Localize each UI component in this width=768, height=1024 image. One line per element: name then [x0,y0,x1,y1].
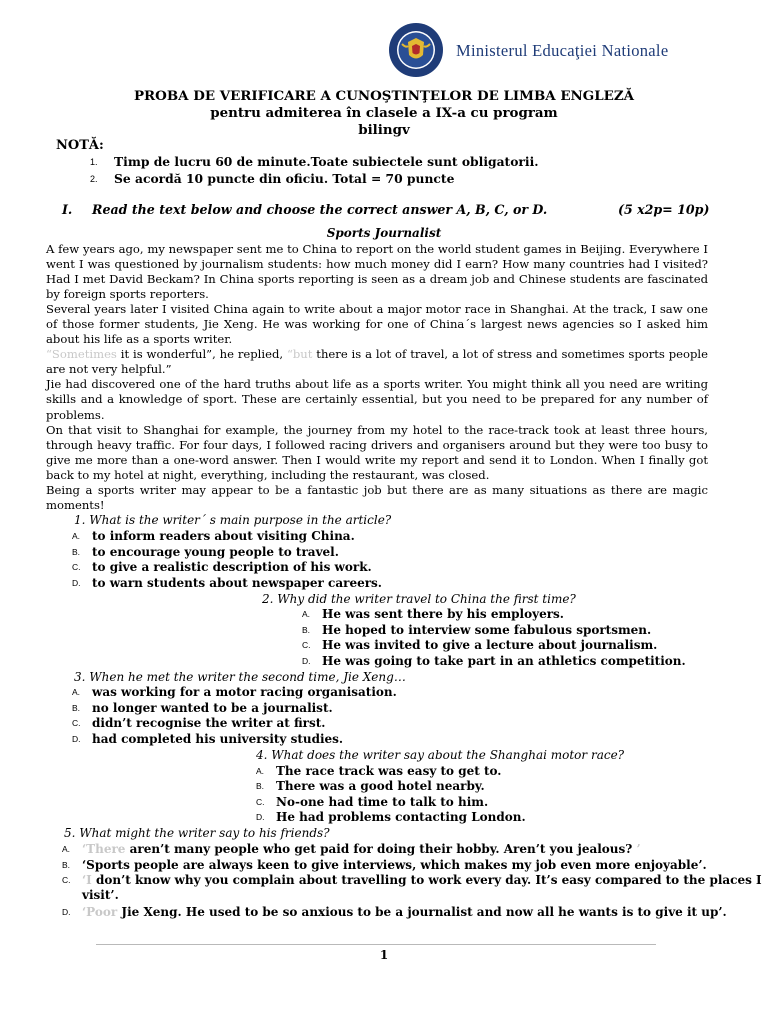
answer-option[interactable] [62,858,712,874]
nota-item-1 [90,154,610,170]
faint-text: ‘I [82,873,92,887]
footer-divider [96,944,656,945]
option-text: was working for a motor racing organisation. [92,685,397,699]
coat-of-arms-seal-icon [388,22,444,78]
faint-text: ’ [632,842,641,856]
question-text: When he met the writer the second time, Jie Xeng… [89,670,406,684]
document-subtitle: pentru admiterea în clasele a IX-a cu program [210,105,558,121]
nota-item-2 [90,171,610,187]
answer-option[interactable] [256,764,656,780]
question-text: What is the writer´ s main purpose in the article? [89,513,392,527]
article-paragraph: Being a sports writer may appear to be a fantastic job but there are as many situations as there are magic moments! [46,482,708,512]
option-text-continuation: visit’. [82,888,119,902]
answer-option[interactable] [72,701,472,717]
answer-option[interactable] [62,842,712,858]
option-text: No-one had time to talk to him. [276,795,489,809]
article-text: there is a lot of travel, a lot of stress and sometimes sports people are not very helpful.” [46,347,709,377]
article-paragraph [46,347,708,377]
article-paragraph: Jie had discovered one of the hard truths about life as a sports writer. You might think all you need are writing skills and a knowledge of sport. These are certainly essential, but you need to be prepared for any number of problems. [46,377,708,422]
answer-option[interactable] [72,576,472,592]
answer-option[interactable] [72,685,472,701]
page-number: 1 [379,948,389,962]
ministry-logo [388,22,728,76]
question-text: What might the writer say to his friends? [79,826,330,840]
option-letter: B. [72,547,81,557]
option-letter: B. [302,625,311,635]
question-number: 5. [64,826,76,840]
ministry-name: Ministerul Educaţiei Nationale [456,41,669,60]
option-letter: C. [72,562,81,572]
option-letter: D. [72,734,81,744]
answer-option[interactable] [302,654,702,670]
option-letter: B. [256,781,265,791]
option-letter: A. [72,531,81,541]
nota-item-text: Timp de lucru 60 de minute.Toate subiectele sunt obligatorii. [114,154,539,169]
faint-text: ‘Poor [82,905,118,919]
option-text: had completed his university studies. [92,732,344,746]
question-text: Why did the writer travel to China the first time? [277,592,576,606]
option-letter: A. [72,687,81,697]
question-number: 4. [256,748,268,762]
answer-option[interactable] [302,607,702,623]
answer-option[interactable] [72,560,472,576]
document-subtitle-2: bilingv [358,122,410,138]
option-letter: B. [62,860,71,870]
article-paragraph: A few years ago, my newspaper sent me to China to report on the world student games in Beijing. Everywhere I went I was questioned by journalism students: how much money did I earn? How many countries had I visited? Had I met David Beckam? In China sports reporting is seen as a dream job and Chinese students are fascinated by foreign sports reporters. [46,242,708,302]
article-paragraph: Several years later I visited China again to write about a major motor race in Shanghai. At the track, I saw one of those former students, Jie Xeng. He was working for one of China´s largest news agencies so I asked him about his life as a sports writer. [46,302,708,347]
option-text: He was invited to give a lecture about journalism. [322,638,658,652]
option-text: to give a realistic description of his work. [92,560,372,574]
question-5 [64,826,330,840]
option-text: to encourage young people to travel. [92,545,339,559]
option-text-main: don’t know why you complain about travelling to work every day. It’s easy compared to the places I [91,873,762,887]
option-letter: A. [62,844,71,854]
answer-option[interactable] [256,779,656,795]
section-points: (5 x2p= 10p) [618,202,710,217]
option-letter: D. [302,656,311,666]
answer-option[interactable] [72,529,472,545]
faint-text: “but [286,347,313,362]
question-1 [74,513,391,527]
nota-item-number: 2. [90,174,98,184]
answer-option[interactable] [62,905,727,921]
option-text: The race track was easy to get to. [276,764,502,778]
article-text: it is wonderful”, he replied, [116,347,287,362]
option-letter: C. [62,875,71,885]
article-body [46,242,708,513]
faint-text: “Sometimes [46,347,117,362]
answer-option[interactable] [256,810,656,826]
answer-option[interactable] [302,638,702,654]
section-instruction: Read the text below and choose the correct answer A, B, C, or D. [92,202,548,217]
answer-option[interactable] [72,732,472,748]
option-letter: A. [302,609,311,619]
option-text: He had problems contacting London. [276,810,526,824]
section-roman-numeral: I. [62,202,73,217]
option-text-main: aren’t many people who get paid for doing their hobby. Aren’t you jealous? [125,842,633,856]
faint-text: ‘There [82,842,126,856]
article-title: Sports Journalist [326,226,442,240]
answer-option[interactable] [62,873,762,905]
option-letter: D. [72,578,81,588]
option-text [82,905,727,919]
nota-item-number: 1. [90,157,98,167]
question-number: 3. [74,670,86,684]
option-text [82,873,762,887]
option-letter: B. [72,703,81,713]
option-text [82,842,641,856]
option-text: He was going to take part in an athletics competition. [322,654,686,668]
option-letter: C. [72,718,81,728]
nota-label: NOTĂ: [56,138,104,153]
question-text: What does the writer say about the Shanghai motor race? [271,748,625,762]
question-3 [74,670,406,684]
option-text: to warn students about newspaper careers. [92,576,382,590]
option-letter: A. [256,766,265,776]
question-4 [256,748,624,762]
option-letter: C. [302,640,311,650]
option-text: ‘Sports people are always keen to give interviews, which makes my job even more enjoyable’. [82,858,707,872]
answer-option[interactable] [256,795,656,811]
option-text: didn’t recognise the writer at first. [92,716,326,730]
question-number: 1. [74,513,86,527]
option-text: to inform readers about visiting China. [92,529,355,543]
answer-option[interactable] [302,623,702,639]
option-text: no longer wanted to be a journalist. [92,701,333,715]
option-letter: D. [62,907,71,917]
option-text: He was sent there by his employers. [322,607,564,621]
section-1-heading [62,202,712,218]
option-text: There was a good hotel nearby. [276,779,485,793]
question-2 [262,592,576,606]
nota-item-text: Se acordă 10 puncte din oficiu. Total = 70 puncte [114,171,455,186]
question-number: 2. [262,592,274,606]
option-text-main: Jie Xeng. He used to be so anxious to be a journalist and now all he wants is to give it up’. [117,905,727,919]
option-letter: D. [256,812,265,822]
answer-option[interactable] [72,716,472,732]
answer-option[interactable] [72,545,472,561]
document-title: PROBA DE VERIFICARE A CUNOŞTINŢELOR DE LIMBA ENGLEZĂ [133,88,634,104]
article-paragraph: On that visit to Shanghai for example, the journey from my hotel to the race-track took at least three hours, through heavy traffic. For four days, I followed racing drivers and organisers around but they were too busy to give me more than a one-word answer. Then I would write my report and send it to London. When I finally got back to my hotel at night, everything, including the restaurant, was closed. [46,422,708,482]
option-text: He hoped to interview some fabulous sportsmen. [322,623,652,637]
option-letter: C. [256,797,265,807]
